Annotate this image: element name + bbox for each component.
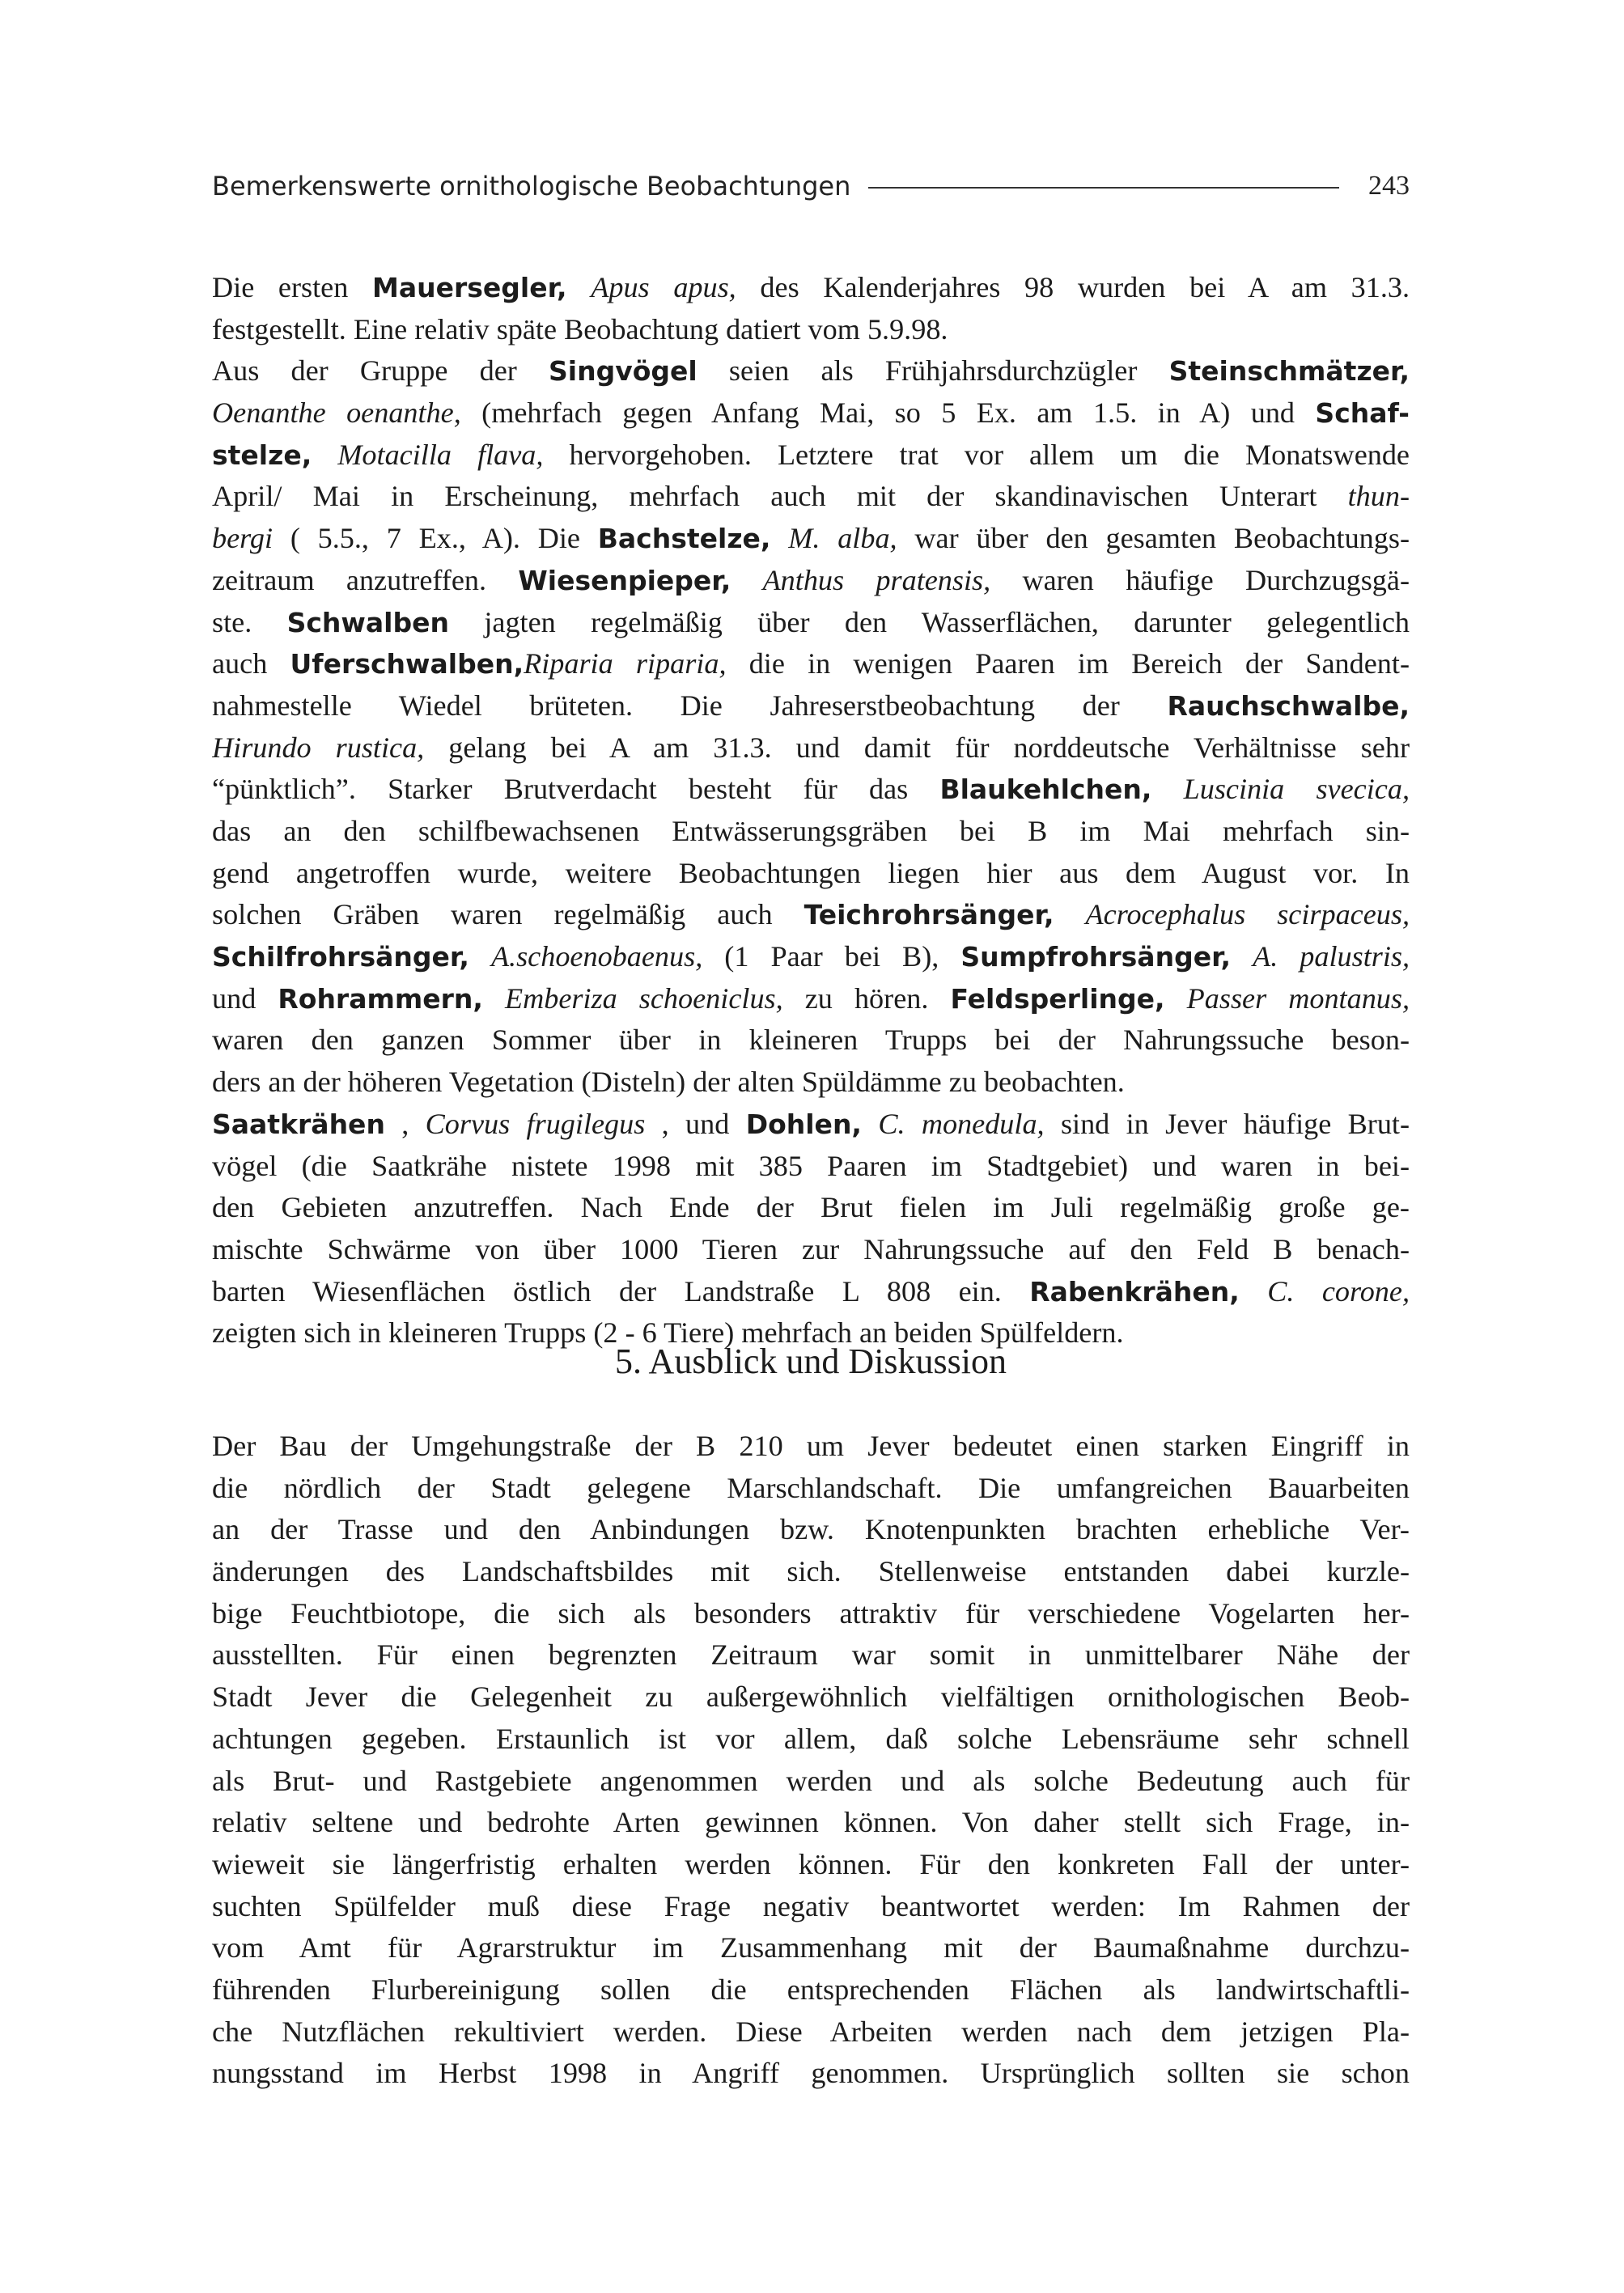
text-line: zeitraum anzutreffen. Wiesenpieper, Anthus pratensis, waren häufige Durchzugsgä- bbox=[212, 563, 1410, 596]
text-line: änderungen des Landschaftsbildes mit sich. Stellenweise entstanden dabei kurzle- bbox=[212, 1555, 1410, 1588]
text-line: che Nutzflächen rekultiviert werden. Diese Arbeiten werden nach dem jetzigen Pla- bbox=[212, 2015, 1410, 2048]
text-line: achtungen gegeben. Erstaunlich ist vor allem, daß solche Lebensräume sehr schnell bbox=[212, 1722, 1410, 1755]
section-heading: 5. Ausblick und Diskussion bbox=[614, 1341, 1007, 1381]
text-line: gend angetroffen wurde, weitere Beobachtungen liegen hier aus dem August vor. In bbox=[212, 856, 1410, 889]
text-line: als Brut- und Rastgebiete angenommen werden und als solche Bedeutung auch für bbox=[212, 1764, 1410, 1797]
header-rule bbox=[868, 187, 1339, 189]
text-line: vögel (die Saatkrähe nistete 1998 mit 385 Paaren im Stadtgebiet) und waren in bei- bbox=[212, 1149, 1410, 1182]
text-line: ders an der höheren Vegetation (Disteln) der alten Spüldämme zu beobachten. bbox=[212, 1066, 1125, 1099]
paragraph-birds-1 bbox=[212, 267, 1410, 1104]
paragraph-discussion bbox=[212, 1426, 1410, 2095]
paragraph-birds-2 bbox=[212, 1104, 1410, 1354]
text-line: Oenanthe oenanthe, (mehrfach gegen Anfang Mai, so 5 Ex. am 1.5. in A) und Schaf- bbox=[212, 396, 1410, 430]
text-line: das an den schilfbewachsenen Entwässerungsgräben bei B im Mai mehrfach sin- bbox=[212, 814, 1410, 847]
text-line: bige Feuchtbiotope, die sich als besonders attraktiv für verschiedene Vogelarten her- bbox=[212, 1596, 1410, 1630]
text-line: nungsstand im Herbst 1998 in Angriff genommen. Ursprünglich sollten sie schon bbox=[212, 2057, 1410, 2090]
text-line: wieweit sie längerfristig erhalten werden können. Für den konkreten Fall der unter- bbox=[212, 1847, 1410, 1880]
text-line: Schilfrohrsänger, A.schoenobaenus, (1 Paar bei B), Sumpfrohrsänger, A. palustris, bbox=[212, 940, 1410, 973]
text-line: ausstellten. Für einen begrenzten Zeitraum war somit in unmittelbarer Nähe der bbox=[212, 1638, 1410, 1672]
text-line: führenden Flurbereinigung sollen die entsprechenden Flächen als landwirtschaftli- bbox=[212, 1973, 1410, 2006]
text-line: suchten Spülfelder muß diese Frage negativ beantwortet werden: Im Rahmen der bbox=[212, 1889, 1410, 1922]
text-line: Saatkrähen , Corvus frugilegus , und Dohlen, C. monedula, sind in Jever häufige Brut- bbox=[212, 1108, 1410, 1140]
text-line: waren den ganzen Sommer über in kleineren Trupps bei der Nahrungssuche beson- bbox=[212, 1024, 1410, 1057]
text-line: ste. Schwalben jagten regelmäßig über den Wasserflächen, darunter gelegentlich bbox=[212, 605, 1410, 638]
text-line: festgestellt. Eine relativ späte Beobachtung datiert vom 5.9.98. bbox=[212, 312, 948, 345]
text-line: stelze, Motacilla flava, hervorgehoben. Letztere trat vor allem um die Monatswende bbox=[212, 438, 1410, 471]
text-line: Die ersten Mauersegler, Apus apus, des Kalenderjahres 98 wurden bei A am 31.3. bbox=[212, 271, 1410, 303]
text-line: mischte Schwärme von über 1000 Tieren zur Nahrungssuche auf den Feld B benach- bbox=[212, 1233, 1410, 1266]
text-line: Der Bau der Umgehungstraße der B 210 um Jever bedeutet einen starken Eingriff in bbox=[212, 1430, 1410, 1462]
text-line: barten Wiesenflächen östlich der Landstraße L 808 ein. Rabenkrähen, C. corone, bbox=[212, 1274, 1410, 1308]
text-line: den Gebieten anzutreffen. Nach Ende der Brut fielen im Juli regelmäßig große ge- bbox=[212, 1191, 1410, 1224]
text-line: Stadt Jever die Gelegenheit zu außergewöhnlich vielfältigen ornithologischen Beob- bbox=[212, 1681, 1410, 1714]
text-line: bergi ( 5.5., 7 Ex., A). Die Bachstelze, M. alba, war über den gesamten Beobachtungs- bbox=[212, 522, 1410, 555]
text-line: relativ seltene und bedrohte Arten gewinnen können. Von daher stellt sich Frage, in- bbox=[212, 1806, 1410, 1839]
running-header bbox=[212, 166, 1410, 206]
text-line: vom Amt für Agrarstruktur im Zusammenhang mit der Baumaßnahme durchzu- bbox=[212, 1931, 1410, 1965]
text-line: an der Trasse und den Anbindungen bzw. Knotenpunkten brachten erhebliche Ver- bbox=[212, 1513, 1410, 1546]
text-line: und Rohrammern, Emberiza schoeniclus, zu hören. Feldsperlinge, Passer montanus, bbox=[212, 981, 1410, 1015]
running-title: Bemerkenswerte ornithologische Beobachtungen bbox=[212, 171, 851, 201]
text-line: auch Uferschwalben,Riparia riparia, die in wenigen Paaren im Bereich der Sandent- bbox=[212, 647, 1410, 680]
text-line: Hirundo rustica, gelang bei A am 31.3. und damit für norddeutsche Verhältnisse sehr bbox=[212, 731, 1410, 764]
text-line: nahmestelle Wiedel brüteten. Die Jahreserstbeobachtung der Rauchschwalbe, bbox=[212, 689, 1410, 722]
text-line: die nördlich der Stadt gelegene Marschlandschaft. Die umfangreichen Bauarbeiten bbox=[212, 1471, 1410, 1504]
text-line: April/ Mai in Erscheinung, mehrfach auch mit der skandinavischen Unterart thun- bbox=[212, 480, 1410, 513]
text-line: Aus der Gruppe der Singvögel seien als Frühjahrsdurchzügler Steinschmätzer, bbox=[212, 354, 1410, 388]
text-line: solchen Gräben waren regelmäßig auch Teichrohrsänger, Acrocephalus scirpaceus, bbox=[212, 898, 1410, 931]
page-number: 243 bbox=[1368, 171, 1410, 201]
text-line: “pünktlich”. Starker Brutverdacht besteht für das Blaukehlchen, Luscinia svecica, bbox=[212, 773, 1410, 806]
text-line: zeigten sich in kleineren Trupps (2 - 6 Tiere) mehrfach an beiden Spülfeldern. bbox=[212, 1316, 1124, 1350]
